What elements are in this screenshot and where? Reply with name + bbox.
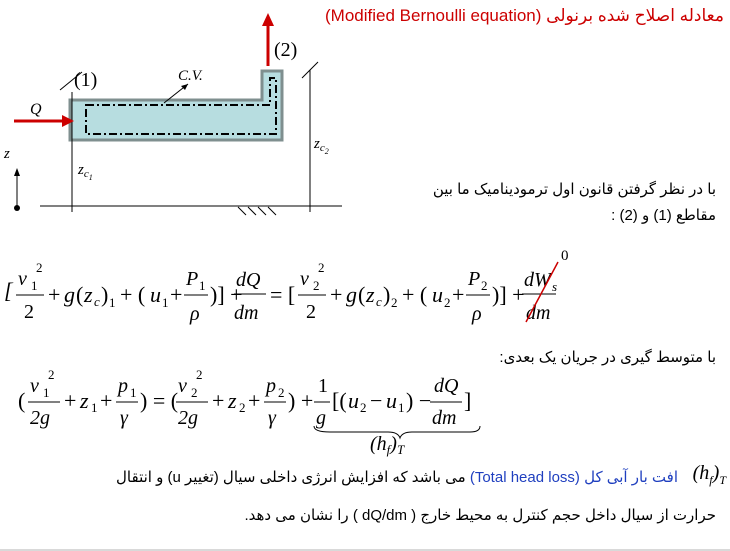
svg-text:p: p: [118, 375, 128, 397]
ground-hatch: [238, 207, 276, 215]
svg-text:1: 1: [31, 278, 38, 293]
svg-text:γ: γ: [120, 407, 128, 429]
svg-text:1: 1: [162, 295, 169, 310]
svg-text:) −: ) −: [406, 388, 432, 413]
svg-text:+: +: [64, 388, 77, 413]
intro-line-2: مقاطع (1) و (2) :: [611, 207, 716, 224]
svg-text:2: 2: [196, 367, 203, 382]
svg-text:dW: dW: [524, 269, 551, 291]
flow-label: Q: [30, 101, 42, 118]
hf-inline: $(h_f)_T$: [692, 462, 726, 487]
svg-text:2: 2: [278, 385, 285, 400]
svg-text:1: 1: [199, 278, 206, 293]
section2-label: (2): [274, 39, 298, 61]
svg-text:1: 1: [109, 295, 116, 310]
svg-text:dQ: dQ: [434, 375, 459, 397]
cv-label: C.V.: [178, 68, 203, 84]
svg-text:+ (: + (: [402, 282, 428, 307]
explanation-line-1: [116, 468, 678, 486]
svg-text:+: +: [48, 282, 61, 307]
svg-text:P: P: [186, 268, 199, 290]
section1-label: (1): [74, 69, 98, 91]
svg-text:1: 1: [43, 385, 50, 400]
explanation-line-2: حرارت از سیال داخل حجم کنترل به محیط خارج ( dQ/dm ) را نشان می دهد.: [244, 507, 716, 524]
svg-text:(: (: [18, 388, 26, 413]
zero-label: 0: [561, 248, 569, 264]
svg-text:−: −: [370, 388, 383, 413]
intro-line-1: با در نظر گرفتن قانون اول ترمودینامیک ما بین: [432, 181, 716, 198]
svg-text:[(: [(: [332, 388, 347, 413]
zc2-label: $z_{c2}$: [314, 136, 329, 156]
svg-text:2: 2: [481, 278, 488, 293]
svg-text:) = (: ) = (: [140, 388, 179, 413]
svg-text:+: +: [170, 282, 183, 307]
svg-text:v: v: [18, 268, 27, 290]
svg-text:g: g: [346, 282, 357, 307]
svg-text:z: z: [228, 388, 237, 413]
svg-text:g: g: [316, 407, 326, 429]
svg-text:[: [: [4, 278, 13, 303]
svg-text:u: u: [432, 282, 443, 307]
svg-text:+: +: [100, 388, 113, 413]
svg-text:= [: = [: [270, 282, 296, 307]
hf-label: $(h_f)_T$: [370, 433, 405, 457]
svg-text:v: v: [30, 375, 39, 397]
svg-text:s: s: [552, 279, 558, 294]
svg-text:1: 1: [130, 385, 137, 400]
svg-text:): ): [383, 282, 391, 307]
svg-text:) +: ) +: [288, 388, 314, 413]
svg-text:]: ]: [464, 388, 472, 413]
zc1-label: $z_{c1}$: [78, 162, 93, 182]
svg-text:c: c: [94, 294, 100, 309]
svg-text:z: z: [366, 282, 375, 307]
svg-text:2g: 2g: [178, 407, 198, 429]
svg-text:ρ: ρ: [190, 303, 200, 325]
intro-line-3: با متوسط گیری در جریان یک بعدی:: [499, 349, 716, 366]
total-head-loss-label: افت بار آبی کل (Total head loss): [469, 469, 678, 486]
svg-text:+: +: [330, 282, 343, 307]
svg-text:2: 2: [444, 295, 451, 310]
svg-text:1: 1: [398, 400, 405, 415]
svg-text:2: 2: [24, 301, 34, 323]
svg-text:2: 2: [313, 278, 320, 293]
z-axis-label: z: [4, 146, 10, 162]
svg-text:2: 2: [318, 260, 325, 275]
svg-text:+: +: [248, 388, 261, 413]
svg-text:2: 2: [191, 385, 198, 400]
svg-text:u: u: [386, 388, 397, 413]
energy-equation: [0, 240, 730, 340]
svg-text:ρ: ρ: [472, 303, 482, 325]
outflow-arrow-head: [262, 13, 274, 26]
explanation-rest: می باشد که افزایش انرژی داخلی سیال (تغییر u) و انتقال: [116, 469, 470, 486]
svg-text:dQ: dQ: [236, 269, 261, 291]
svg-text:): ): [101, 282, 109, 307]
svg-text:v: v: [178, 375, 187, 397]
svg-text:2g: 2g: [30, 407, 50, 429]
svg-text:z: z: [80, 388, 89, 413]
svg-text:2: 2: [360, 400, 367, 415]
svg-text:p: p: [266, 375, 276, 397]
svg-text:2: 2: [391, 295, 398, 310]
svg-text:γ: γ: [268, 407, 276, 429]
svg-text:u: u: [348, 388, 359, 413]
slide-title: معادله اصلاح شده برنولی (Modified Bernoulli equation): [325, 6, 724, 25]
svg-text:1: 1: [91, 400, 98, 415]
head-equation: [0, 360, 730, 460]
svg-text:2: 2: [36, 260, 43, 275]
z-axis-origin: [14, 205, 20, 211]
svg-text:dm: dm: [432, 407, 457, 429]
svg-text:2: 2: [48, 367, 55, 382]
svg-text:c: c: [376, 294, 382, 309]
svg-text:P: P: [468, 268, 481, 290]
svg-text:2: 2: [239, 400, 246, 415]
svg-text:g: g: [64, 282, 75, 307]
svg-text:)] +: )] +: [210, 282, 243, 307]
svg-text:(: (: [358, 282, 366, 307]
svg-text:u: u: [150, 282, 161, 307]
svg-text:+ (: + (: [120, 282, 146, 307]
svg-text:(: (: [76, 282, 84, 307]
svg-text:z: z: [84, 282, 93, 307]
svg-text:v: v: [300, 268, 309, 290]
z-axis-arrow: [14, 168, 20, 176]
svg-text:dm: dm: [526, 302, 551, 324]
svg-text:+: +: [452, 282, 465, 307]
svg-text:dm: dm: [234, 302, 259, 324]
svg-text:+: +: [212, 388, 225, 413]
svg-text:)] +: )] +: [492, 282, 525, 307]
svg-text:2: 2: [306, 301, 316, 323]
svg-text:1: 1: [318, 375, 328, 397]
